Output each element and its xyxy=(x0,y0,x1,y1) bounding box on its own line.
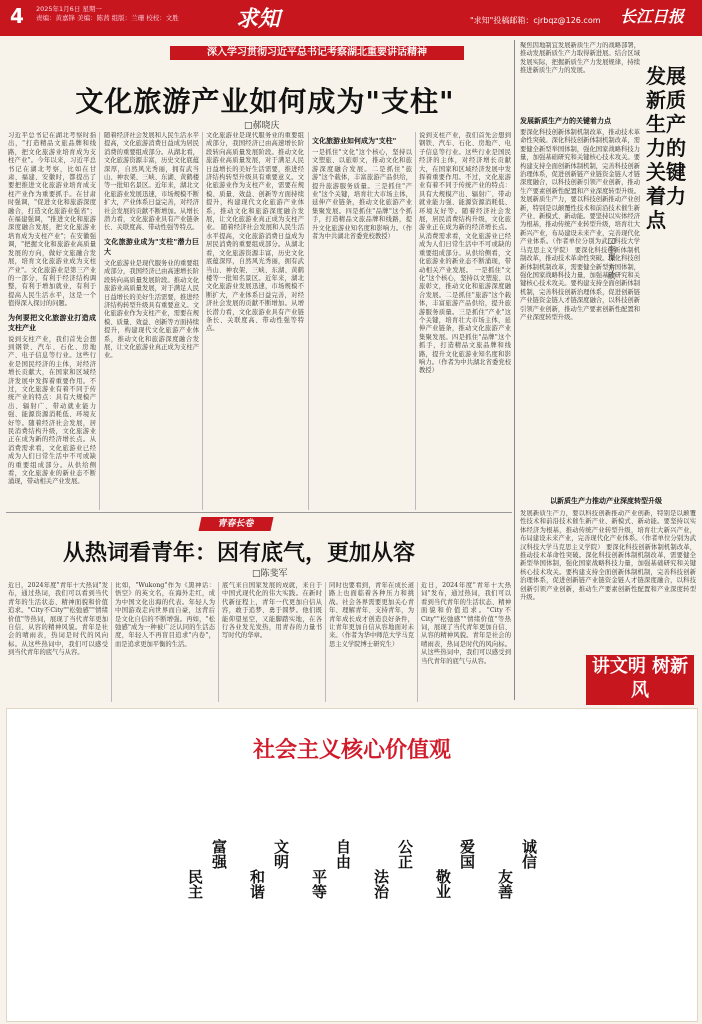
article2-column-5: 近日，2024年度"青年十大热词"发布，通过热词，我们可以看到当代青年的生活状态、精神面貌和价值追求。"City不City""松弛感""情绪价值"等热词，展现了当代青年更加自信、从容的精神风貌。青年是社会的晴雨表，热词是时代的风向标。从这些热词中，我们可以感受到当代青年的底气与从容。 xyxy=(421,582,511,665)
sidebar-text-1: 要深化科技创新体制机制改革，推动技术革命性突破。深化科技创新体制机制改革，需要健全新型举国体制，强化国家战略科技力量，加强基础研究和关键核心技术攻关。要构建支持全面创新体制机制，完善科技创新治理体系，促进创新链产业链资金链人才链深度融合，以科技创新引领产业创新，推动生产要素创新性配置和产业深度转型升级。 xyxy=(520,129,640,195)
article1-col4b-text: 文化旅游业是现代服务业的重要组成部分，我国经济已由高速增长阶段转向高质量发展阶段。推动文化旅游业高质量发展，对于满足人民日益增长的美好生活需要，推进经济结构转型升级具有重要意义。文化旅游业作为支柱产业，需要在规模、质量、效益、创新等方面持续提升，构建现代文化旅游产业体系，推动文化和旅游深度融合发展，让文化旅游业真正成为支柱产业。 xyxy=(206,132,304,232)
article1-column-2 xyxy=(104,132,199,510)
article2-column-3: 底气来自国家发展的成就，来自于中国式现代化的伟大实践。在新时代新征程上，青年一代更加自信从容，敢于追梦、勇于圆梦。他们既能仰望星空，又能脚踏实地，在各行各业发光发热，用青春的力量书写时代的华章。 xyxy=(222,582,322,640)
date-line xyxy=(36,5,179,23)
sidebar-text-2b: 要深化科技创新体制机制改革，推动技术革命性突破。深化科技创新体制机制改革，需要健全新型举国体制，强化国家战略科技力量，加强基础研究和关键核心技术攻关。要构建支持全面创新体制机制，完善科技创新治理体系，促进创新链产业链资金链人才链深度融合，以科技创新引领产业创新，推动生产要素创新性配置和产业深度转型升级。 xyxy=(520,543,696,602)
gallery-title: 讲文明 树新风 xyxy=(591,656,689,701)
article1-col4-text: 文化旅游业是现代服务业的重要组成部分，我国经济已由高速增长阶段转向高质量发展阶段。推动文化旅游业高质量发展，对于满足人民日益增长的美好生活需要，推进经济结构转型升级具有重要意义。文化旅游业作为支柱产业，需要在规模、质量、效益、创新等方面持续提升，构建现代文化旅游产业体系，推动文化和旅游深度融合发展，让文化旅游业真正成为支柱产业。 xyxy=(104,259,199,360)
sidebar-text-1c: 要深化科技创新体制机制改革，推动技术革命性突破。深化科技创新体制机制改革，需要健全新型举国体制，强化国家战略科技力量，加强基础研究和关键核心技术攻关。要构建支持全面创新体制机制，完善科技创新治理体系，促进创新链产业链资金链人才链深度融合，以科技创新引领产业创新，推动生产要素创新性配置和产业深度转型升级。 xyxy=(520,246,640,321)
article1-subheading-1: 为何要把文化旅游业打造成支柱产业 xyxy=(8,313,96,332)
core-value-word: 和谐 xyxy=(248,869,266,899)
article1-title: 文化旅游产业如何成为"支柱" xyxy=(75,85,455,118)
core-values-ad xyxy=(6,708,698,1022)
sidebar-title: 发展新质生产力的关键着力点 xyxy=(646,64,686,232)
article1-column-5 xyxy=(419,132,511,510)
core-value-word: 民主 xyxy=(186,869,204,899)
core-value-word: 富强 xyxy=(210,839,228,869)
core-value-word: 平等 xyxy=(310,869,328,899)
article1-column-1 xyxy=(8,132,96,510)
core-value-word: 法治 xyxy=(372,869,390,899)
article1-column-4 xyxy=(312,132,412,510)
article2-ribbon: 青春长卷 xyxy=(199,517,274,531)
column-divider xyxy=(99,132,100,510)
newspaper-masthead: 长江日报 xyxy=(620,7,685,26)
core-value-word: 公正 xyxy=(396,839,414,869)
public-service-ad-tag xyxy=(586,655,694,705)
contact-email: "求知"投稿邮箱：cjrbqz@126.com xyxy=(470,16,601,25)
sidebar-body-1 xyxy=(520,112,640,496)
sidebar-byline: □李璟 方欣 xyxy=(607,236,616,280)
section-title: 求知 xyxy=(236,6,281,32)
article1-subheading-3: 文化旅游业如何成为"支柱" xyxy=(312,137,397,145)
column-divider xyxy=(202,132,203,510)
editors-text: 责编：黄嘉锋 美编：陈茜 组版：兰珊 校校：文胜 xyxy=(36,14,179,22)
sidebar-text-1b: 发展新质生产力，要以科技创新推动产业创新，特别是以颠覆性技术和前沿技术催生新产业、新模式、新动能。要坚持以实体经济为根基，推动传统产业转型升级，培育壮大新兴产业，布局建设未来产业，完善现代化产业体系。（作者单位分别为武汉科技大学马克思主义学院） xyxy=(520,196,640,254)
column-divider xyxy=(308,132,309,510)
article1-col1-text: 习近平总书记在湖北考察时指出，"打造精品文旅品牌和线路，把文化旅游业培育成为支柱产业"。今年以来，习近平总书记在湖北考察，比如在甘肃、福建、安徽时，都提出了要把推进文化旅游业培育成支柱产业作为重要抓手。在甘肃时强调，"促进文化和旅游深度融合，打造文化旅游业强省"；在福建强调，"推进文化和旅游深度融合发展，把文化旅游业培育成为支柱产业"；在安徽强调，"把握文化和旅游业高质量发展的方向，做好文旅融合发展，培育文化旅游业成为支柱产业"。文化旅游业是第三产业的一部分，有利于经济结构调整，有利于增加就业，有利于提高人民生活水平，这是一个值得深入探讨的问题。 xyxy=(8,132,96,308)
core-value-word: 文明 xyxy=(272,839,290,869)
article1-col2b-text: 说到支柱产业，我们首先会想到钢铁、汽车、石化、房地产、电子信息等行业。这些行业是国民经济的主体，对经济增长贡献大，在国家和区域经济发展中发挥着重要作用。不过，文化旅游业有着不同于传统产业的特点：具有大规模产出、辐射广、带动就业能力强、能源资源消耗低、环境友好等。随着经济社会发展，居民消费结构升级，文化旅游业正在成为新的经济增长点。从消费需求看，文化旅游业已经成为人们日常生活中不可或缺的重要组成部分。从供给侧看，文化旅游业的新业态不断涌现，带动相关产业发展。 xyxy=(419,132,511,274)
article1-byline: □郝晓庆 xyxy=(244,121,280,131)
article2-column-4: 同时也要看到，青年在成长道路上也面临着各种压力和挑战。社会各界需要更加关心青年、理解青年、支持青年，为青年成长成才创造良好条件，让青年更加自信从容地面对未来。（作者为华中师范大学马克思主义学院博士研究生） xyxy=(329,582,414,648)
date-text: 2025年1月6日 星期一 xyxy=(36,5,102,13)
article1-col3b-text: 随着经济社会发展和人民生活水平提高，文化旅游消费日益成为居民消费的重要组成部分。从湖北看，文化旅游资源丰富，历史文化底蕴深厚，自然风光秀丽，拥有武当山、神农架、三峡、东湖、黄鹤楼等一批知名景区。近年来，湖北文化旅游业发展迅速，市场规模不断扩大，产业体系日益完善，对经济社会发展的贡献不断增加。从增长潜力看，文化旅游业具有产业链条长、关联度高、带动性强等特点。 xyxy=(206,224,304,333)
column-divider xyxy=(218,582,219,702)
sidebar-subheading-2: 以新质生产力推动产业深度转型升级 xyxy=(550,497,662,505)
column-divider xyxy=(415,132,416,510)
section-rule xyxy=(6,512,512,513)
core-value-word: 爱国 xyxy=(458,839,476,869)
core-value-word: 自由 xyxy=(334,839,352,869)
article1-kicker: 深入学习贯彻习近平总书记考察湖北重要讲话精神 xyxy=(170,46,464,60)
article1-column-3 xyxy=(206,132,304,510)
sidebar-top-text: 聚焦因地制宜发展新质生产力的战略部署，推动发展新质生产力取得新进展。结合区域发展实际，把握新质生产力发展规律，持续推进新质生产力的发展。 xyxy=(520,42,640,75)
sidebar-text-2: 发展新质生产力，要以科技创新推动产业创新，特别是以颠覆性技术和前沿技术催生新产业、新模式、新动能。要坚持以实体经济为根基，推动传统产业转型升级，培育壮大新兴产业，布局建设未来产业，完善现代化产业体系。（作者单位分别为武汉科技大学马克思主义学院） xyxy=(520,510,696,551)
column-divider xyxy=(325,582,326,702)
core-values-title: 社会主义核心价值观 xyxy=(252,738,451,763)
article1-col5b-text: 一是抓住"文化"这个核心，坚持以文塑旅、以旅彰文，推动文化和旅游深度融合发展。二是抓住"旅游"这个载体，丰富旅游产品供给，提升旅游服务质量。三是抓住"产业"这个关键，培育壮大市场主体，延伸产业链条，推动文化旅游产业集聚发展。四是抓住"品牌"这个抓手，打造精品文旅品牌和线路，提升文化旅游业知名度和影响力。（作者为中共湖北省委党校教授） xyxy=(419,266,511,375)
article2-column-1: 近日，2024年度"青年十大热词"发布，通过热词，我们可以看到当代青年的生活状态、精神面貌和价值追求。"City不City""松弛感""情绪价值"等热词，展现了当代青年更加自信、从容的精神风貌。青年是社会的晴雨表，热词是时代的风向标。从这些热词中，我们可以感受到当代青年的底气与从容。 xyxy=(8,582,108,657)
article1-col5-text: 一是抓住"文化"这个核心，坚持以文塑旅、以旅彰文，推动文化和旅游深度融合发展。二是抓住"旅游"这个载体，丰富旅游产品供给，提升旅游服务质量。三是抓住"产业"这个关键，培育壮大市场主体，延伸产业链条，推动文化旅游产业集聚发展。四是抓住"品牌"这个抓手，打造精品文旅品牌和线路，提升文化旅游业知名度和影响力。（作者为中共湖北省委党校教授） xyxy=(312,149,412,241)
sidebar-divider xyxy=(514,40,515,700)
column-divider xyxy=(417,582,418,702)
column-divider xyxy=(111,582,112,702)
article2-column-2: 比如，"Wukong"作为《黑神话：悟空》的英文名，在海外走红，成为中国文化出海的代表。年轻人为中国游戏走向世界而自豪，这背后是文化自信的不断增强。再如，"松弛感"成为一种被广泛认同的生活态度，年轻人不再盲目追求"内卷"，而是追求更加平衡的生活。 xyxy=(115,582,215,648)
core-value-word: 敬业 xyxy=(434,869,452,899)
sidebar-body-2 xyxy=(520,510,696,650)
article2-byline: □陈斐军 xyxy=(252,569,288,579)
article1-col3-text: 随着经济社会发展和人民生活水平提高，文化旅游消费日益成为居民消费的重要组成部分。从湖北看，文化旅游资源丰富，历史文化底蕴深厚，自然风光秀丽，拥有武当山、神农架、三峡、东湖、黄鹤楼等一批知名景区。近年来，湖北文化旅游业发展迅速，市场规模不断扩大，产业体系日益完善，对经济社会发展的贡献不断增加。从增长潜力看，文化旅游业具有产业链条长、关联度高、带动性强等特点。 xyxy=(104,132,199,232)
article1-subheading-2: 文化旅游业成为"支柱"潜力巨大 xyxy=(104,237,199,256)
article1-col2-text: 说到支柱产业，我们首先会想到钢铁、汽车、石化、房地产、电子信息等行业。这些行业是国民经济的主体，对经济增长贡献大，在国家和区域经济发展中发挥着重要作用。不过，文化旅游业有着不同于传统产业的特点：具有大规模产出、辐射广、带动就业能力强、能源资源消耗低、环境友好等。随着经济社会发展，居民消费结构升级，文化旅游业正在成为新的经济增长点。从消费需求看，文化旅游业已经成为人们日常生活中不可或缺的重要组成部分。从供给侧看，文化旅游业的新业态不断涌现，带动相关产业发展。 xyxy=(8,335,96,486)
core-value-word: 友善 xyxy=(496,869,514,899)
article2-title: 从热词看青年：因有底气，更加从容 xyxy=(62,541,415,566)
core-value-word: 诚信 xyxy=(520,839,538,869)
header-bar xyxy=(0,0,702,36)
sidebar-subheading-1: 发展新质生产力的关键着力点 xyxy=(520,117,611,125)
page-number: 4 xyxy=(10,4,24,28)
